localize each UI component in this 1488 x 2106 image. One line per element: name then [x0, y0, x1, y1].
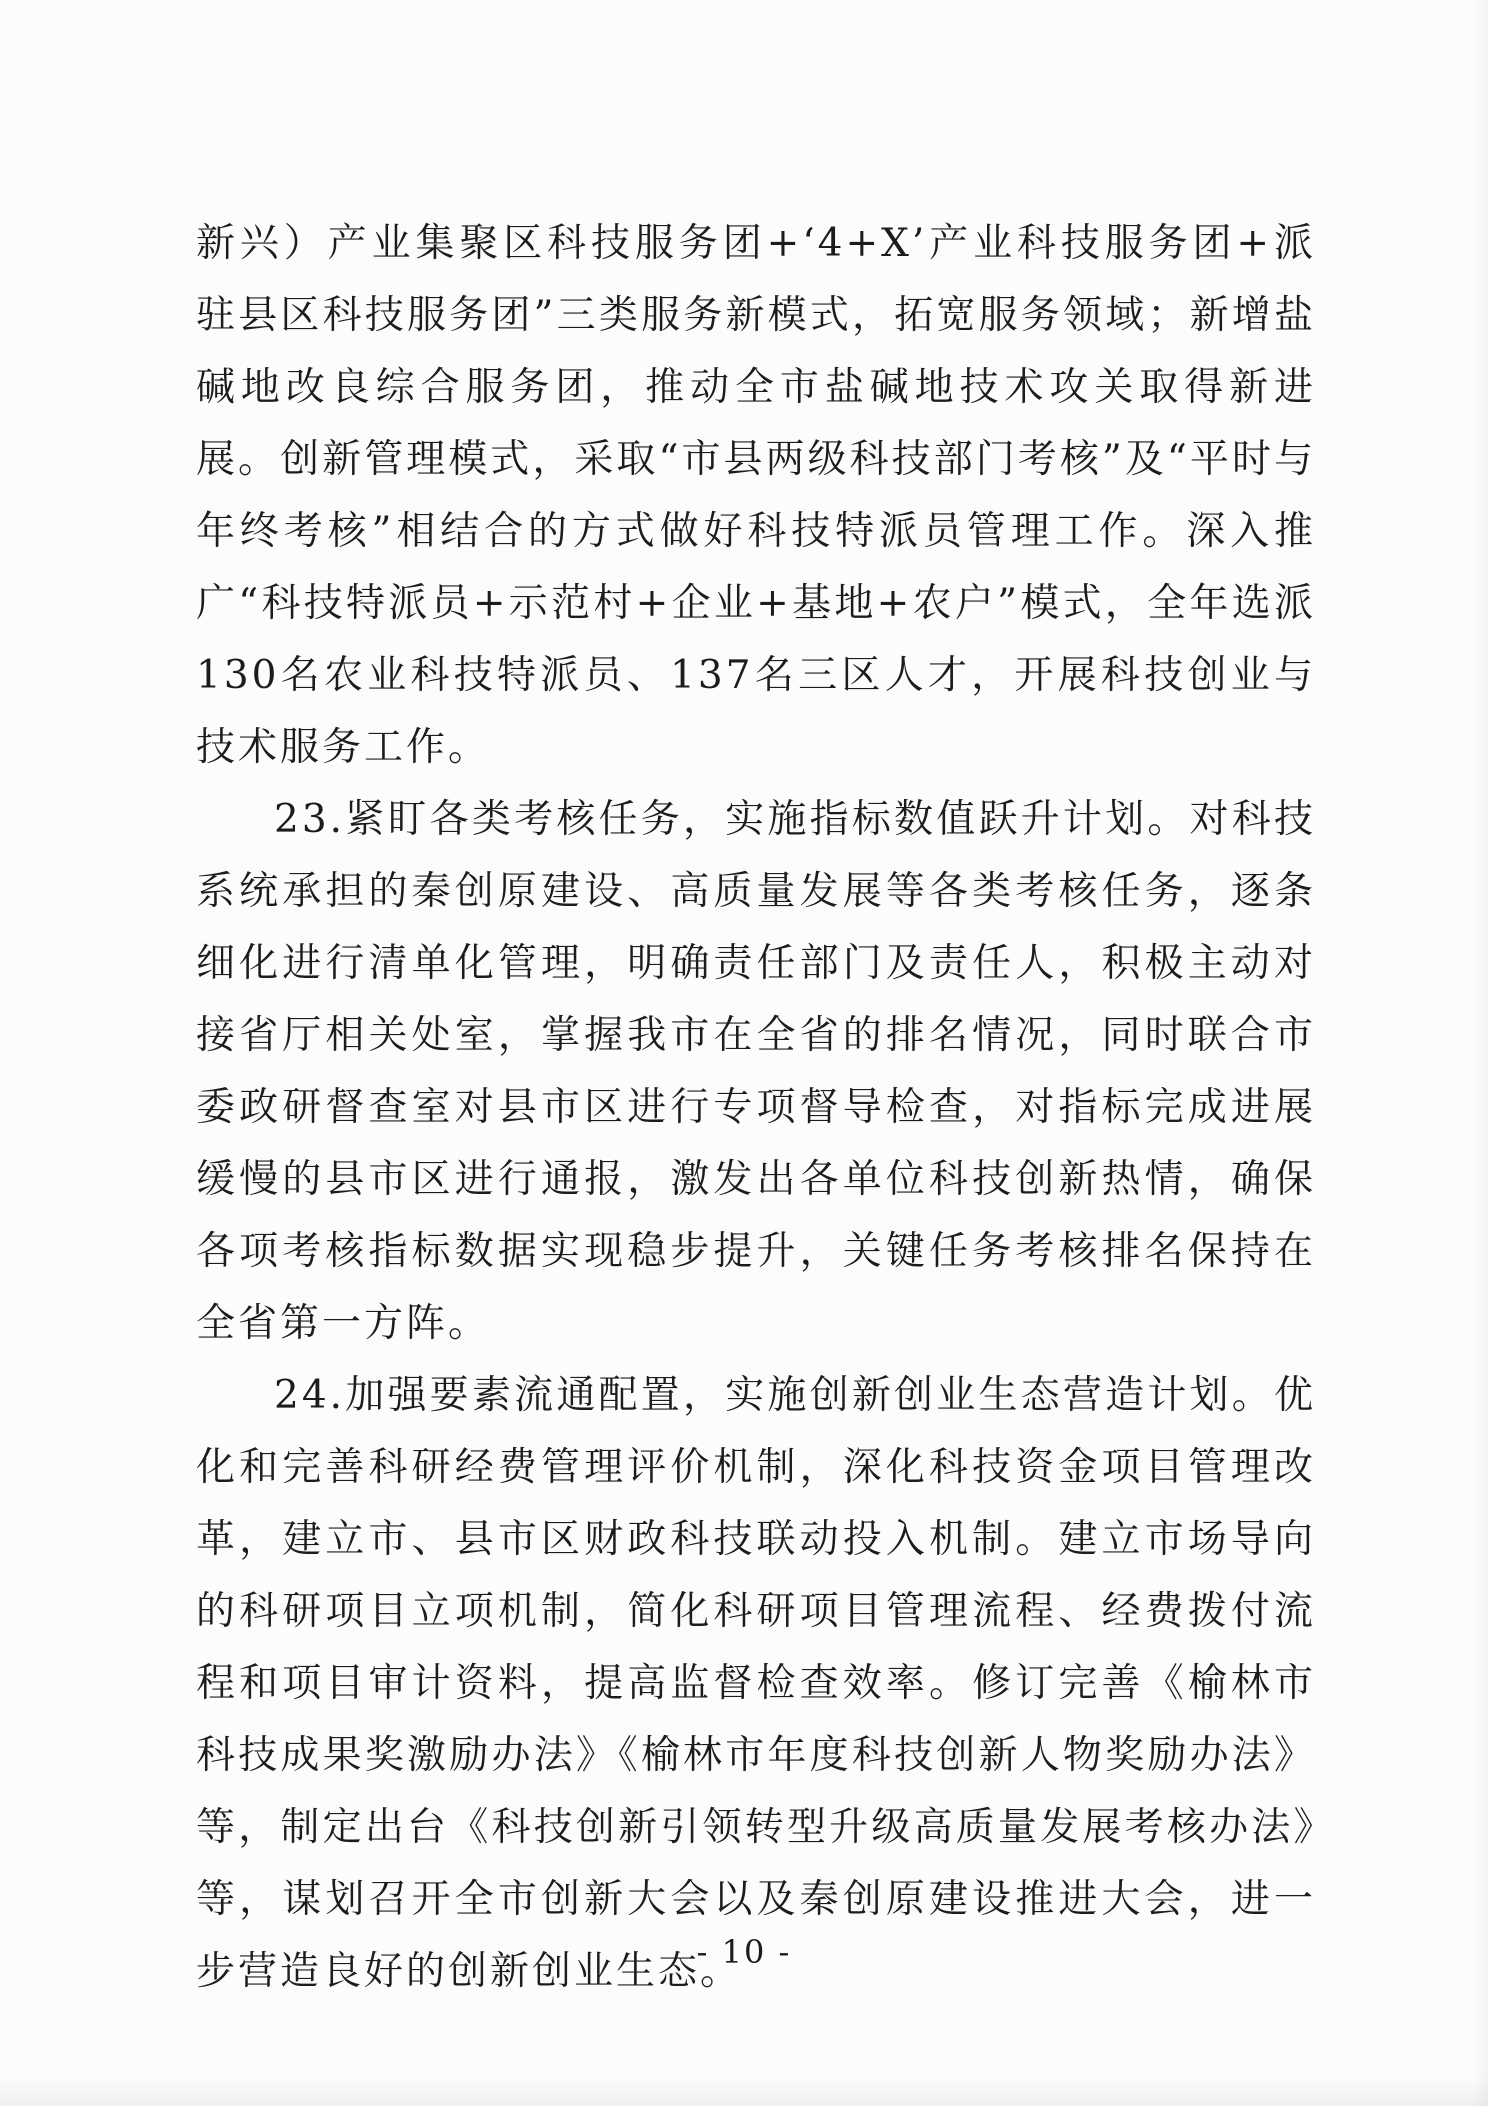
- body-text: [196, 208, 1316, 2008]
- paragraph-item-24: 24.加强要素流通配置，实施创新创业生态营造计划。优化和完善科研经费管理评价机制，深化科技资金项目管理改革，建立市、县市区财政科技联动投入机制。建立市场导向的科研项目立项机制，简化科研项目管理流程、经费拨付流程和项目审计资料，提高监督检查效率。修订完善《榆林市科技成果奖激励办法》《榆林市年度科技创新人物奖励办法》等，制定出台《科技创新引领转型升级高质量发展考核办法》等，谋划召开全市创新大会以及秦创原建设推进大会，进一步营造良好的创新创业生态。: [196, 1373, 1316, 1994]
- paragraph-item-23: 23.紧盯各类考核任务，实施指标数值跃升计划。对科技系统承担的秦创原建设、高质量发展等各类考核任务，逐条细化进行清单化管理，明确责任部门及责任人，积极主动对接省厅相关处室，掌握我市在全省的排名情况，同时联合市委政研督查室对县市区进行专项督导检查，对指标完成进展缓慢的县市区进行通报，激发出各单位科技创新热情，确保各项考核指标数据实现稳步提升，关键任务考核排名保持在全省第一方阵。: [196, 797, 1316, 1346]
- scan-edge-shadow: [1474, 0, 1488, 2106]
- scan-bottom-shadow: [0, 2076, 1488, 2106]
- paragraph-continuation: 新兴）产业集聚区科技服务团+‘4+X’产业科技服务团+派驻县区科技服务团”三类服务新模式，拓宽服务领域；新增盐碱地改良综合服务团，推动全市盐碱地技术攻关取得新进展。创新管理模式，采取“市县两级科技部门考核”及“平时与年终考核”相结合的方式做好科技特派员管理工作。深入推广“科技特派员+示范村+企业+基地+农户”模式，全年选派130名农业科技特派员、137名三区人才，开展科技创业与技术服务工作。: [196, 221, 1316, 770]
- page-number: - 10 -: [696, 1933, 792, 1971]
